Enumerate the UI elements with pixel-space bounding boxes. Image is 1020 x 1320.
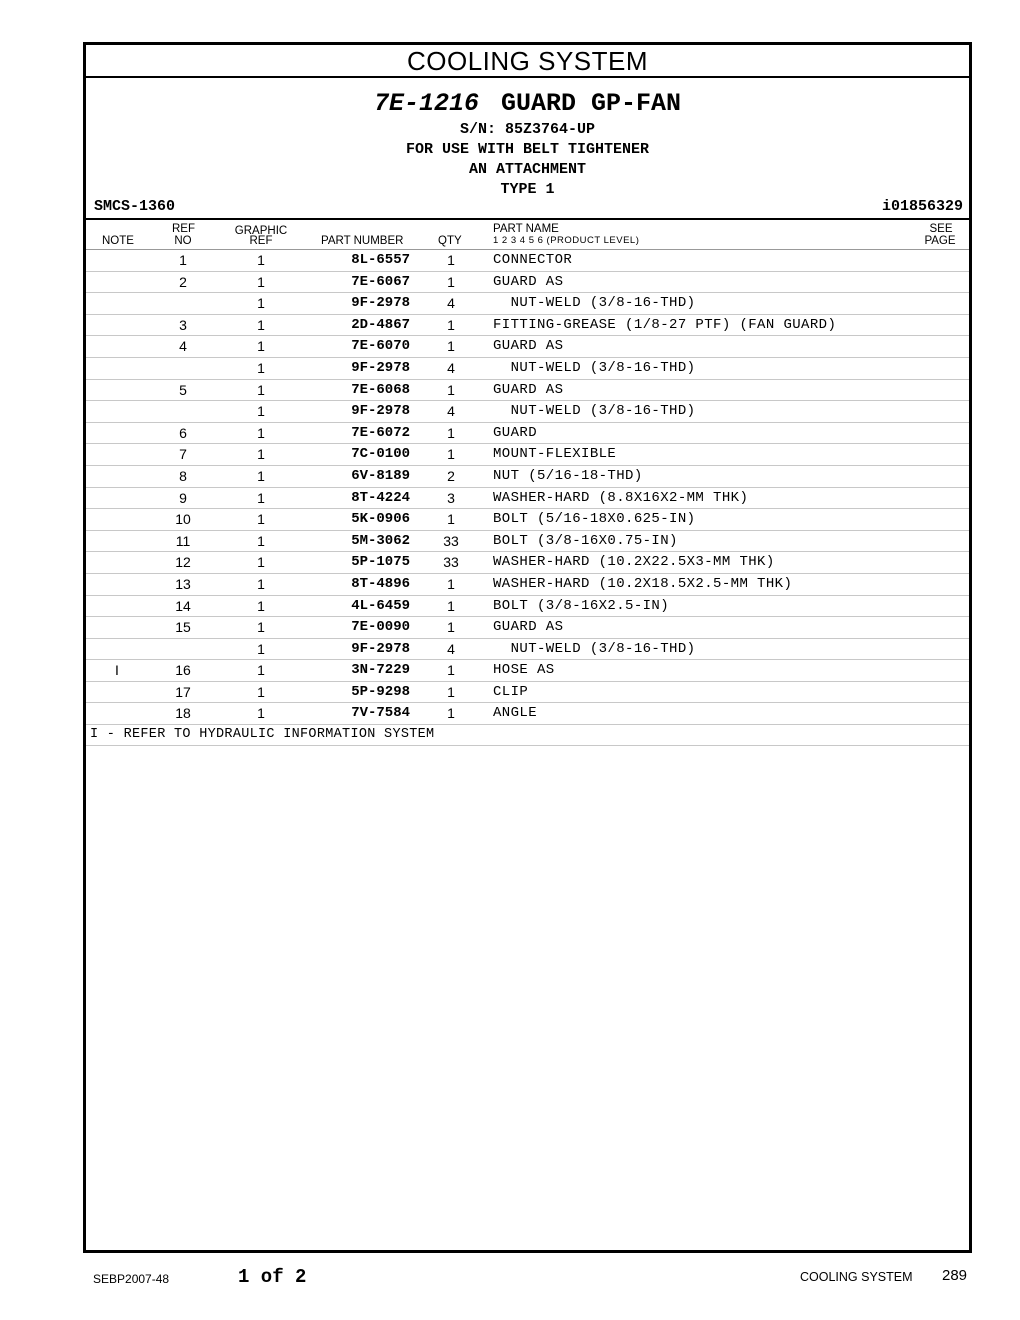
qty-cell: 1 bbox=[447, 381, 455, 398]
table-row bbox=[86, 660, 969, 682]
illustration-id: i01856329 bbox=[881, 198, 963, 215]
part-number-cell: 5P-9298 bbox=[351, 683, 410, 700]
qty-cell: 1 bbox=[447, 683, 455, 700]
graphic-ref-cell: 1 bbox=[257, 446, 265, 463]
graphic-ref-cell: 1 bbox=[257, 532, 265, 549]
qty-cell: 1 bbox=[447, 316, 455, 333]
col-graphic-bottom: REF bbox=[249, 235, 273, 247]
part-name-cell: NUT-WELD (3/8-16-THD) bbox=[493, 403, 696, 420]
ref-no-cell: 4 bbox=[179, 338, 187, 355]
ref-no-cell: 9 bbox=[179, 489, 187, 506]
graphic-ref-cell: 1 bbox=[257, 554, 265, 571]
smcs-code: SMCS-1360 bbox=[94, 198, 176, 215]
table-row bbox=[86, 488, 969, 510]
graphic-ref-cell: 1 bbox=[257, 662, 265, 679]
table-row bbox=[86, 531, 969, 553]
part-name-cell: FITTING-GREASE (1/8-27 PTF) (FAN GUARD) bbox=[493, 316, 837, 333]
part-name-cell: CLIP bbox=[493, 683, 529, 700]
part-number-cell: 7E-6070 bbox=[351, 338, 410, 355]
part-number-cell: 9F-2978 bbox=[351, 403, 410, 420]
part-number-cell: 8L-6557 bbox=[351, 252, 410, 268]
part-name-cell: CONNECTOR bbox=[493, 252, 573, 268]
group-number: 7E-1216 bbox=[373, 89, 479, 118]
table-row bbox=[86, 509, 969, 531]
part-name-cell: HOSE AS bbox=[493, 662, 555, 679]
part-number-cell: 4L-6459 bbox=[351, 597, 410, 614]
table-row bbox=[86, 574, 969, 596]
ref-no-cell: 8 bbox=[179, 467, 187, 484]
page-number: 289 bbox=[942, 1267, 968, 1284]
table-row bbox=[86, 293, 969, 315]
graphic-ref-cell: 1 bbox=[257, 511, 265, 528]
col-part-name: PART NAME bbox=[493, 223, 559, 235]
serial-range: S/N: 85Z3764-UP bbox=[459, 121, 596, 138]
part-name-cell: NUT-WELD (3/8-16-THD) bbox=[493, 640, 696, 657]
ref-no-cell: 11 bbox=[175, 532, 191, 549]
part-name-cell: ANGLE bbox=[493, 705, 538, 722]
part-number-cell: 8T-4896 bbox=[351, 575, 410, 592]
qty-cell: 3 bbox=[447, 489, 455, 506]
part-name-cell: GUARD AS bbox=[493, 338, 564, 355]
graphic-ref-cell: 1 bbox=[257, 316, 265, 333]
table-row bbox=[86, 336, 969, 358]
ref-no-cell: 14 bbox=[175, 597, 191, 614]
graphic-ref-cell: 1 bbox=[257, 619, 265, 636]
graphic-ref-cell: 1 bbox=[257, 381, 265, 398]
table-row bbox=[86, 596, 969, 618]
part-name-cell: NUT (5/16-18-THD) bbox=[493, 467, 643, 484]
page-footer bbox=[0, 1266, 1020, 1290]
usage-note: FOR USE WITH BELT TIGHTENER bbox=[405, 141, 650, 158]
qty-cell: 4 bbox=[447, 295, 455, 312]
group-title bbox=[86, 88, 969, 120]
graphic-ref-cell: 1 bbox=[257, 273, 265, 290]
col-product-levels: 1 2 3 4 5 6 (PRODUCT LEVEL) bbox=[493, 235, 640, 246]
smcs-row bbox=[86, 198, 969, 220]
table-row bbox=[86, 682, 969, 704]
document-id: SEBP2007-48 bbox=[93, 1272, 170, 1286]
qty-cell: 1 bbox=[447, 511, 455, 528]
col-see-bottom: PAGE bbox=[924, 235, 956, 247]
qty-cell: 2 bbox=[447, 467, 455, 484]
graphic-ref-cell: 1 bbox=[257, 489, 265, 506]
graphic-ref-cell: 1 bbox=[257, 467, 265, 484]
group-name: GUARD GP-FAN bbox=[501, 89, 682, 118]
qty-cell: 33 bbox=[443, 554, 459, 571]
ref-no-cell: 13 bbox=[175, 575, 191, 592]
part-number-cell: 7E-0090 bbox=[351, 619, 410, 636]
ref-no-cell: 18 bbox=[175, 705, 191, 722]
part-name-cell: NUT-WELD (3/8-16-THD) bbox=[493, 295, 696, 312]
parts-list bbox=[86, 250, 969, 725]
graphic-ref-cell: 1 bbox=[257, 295, 265, 312]
table-row bbox=[86, 401, 969, 423]
part-number-cell: 3N-7229 bbox=[351, 662, 410, 679]
footer-section: COOLING SYSTEM bbox=[800, 1270, 913, 1284]
qty-cell: 1 bbox=[447, 338, 455, 355]
table-row bbox=[86, 466, 969, 488]
part-number-cell: 5P-1075 bbox=[351, 554, 410, 571]
ref-no-cell: 10 bbox=[175, 511, 191, 528]
part-name-cell: GUARD AS bbox=[493, 273, 564, 290]
qty-cell: 1 bbox=[447, 446, 455, 463]
group-heading bbox=[86, 78, 969, 198]
qty-cell: 4 bbox=[447, 359, 455, 376]
attachment-note: AN ATTACHMENT bbox=[468, 161, 587, 178]
col-qty: QTY bbox=[438, 235, 462, 247]
table-row bbox=[86, 423, 969, 445]
part-number-cell: 7C-0100 bbox=[351, 446, 410, 463]
part-name-cell: WASHER-HARD (8.8X16X2-MM THK) bbox=[493, 489, 749, 506]
section-title: COOLING SYSTEM bbox=[86, 45, 969, 78]
col-graphic-top: GRAPHIC bbox=[234, 225, 288, 237]
column-header bbox=[86, 220, 969, 250]
qty-cell: 1 bbox=[447, 252, 455, 268]
ref-no-cell: 6 bbox=[179, 424, 187, 441]
graphic-ref-cell: 1 bbox=[257, 640, 265, 657]
graphic-ref-cell: 1 bbox=[257, 575, 265, 592]
parts-page-frame bbox=[83, 42, 972, 1253]
qty-cell: 1 bbox=[447, 705, 455, 722]
table-row bbox=[86, 639, 969, 661]
col-part-number: PART NUMBER bbox=[321, 235, 404, 247]
table-row bbox=[86, 552, 969, 574]
col-ref-top: REF bbox=[172, 223, 195, 235]
part-number-cell: 7V-7584 bbox=[351, 705, 410, 722]
qty-cell: 33 bbox=[443, 532, 459, 549]
part-number-cell: 6V-8189 bbox=[351, 467, 410, 484]
part-number-cell: 9F-2978 bbox=[351, 640, 410, 657]
qty-cell: 1 bbox=[447, 619, 455, 636]
part-number-cell: 5M-3062 bbox=[351, 532, 410, 549]
table-row bbox=[86, 315, 969, 337]
part-number-cell: 8T-4224 bbox=[351, 489, 410, 506]
ref-no-cell: 7 bbox=[179, 446, 187, 463]
qty-cell: 4 bbox=[447, 640, 455, 657]
qty-cell: 1 bbox=[447, 424, 455, 441]
graphic-ref-cell: 1 bbox=[257, 683, 265, 700]
ref-no-cell: 1 bbox=[179, 252, 187, 268]
part-number-cell: 5K-0906 bbox=[351, 511, 410, 528]
table-row bbox=[86, 272, 969, 294]
part-number-cell: 7E-6072 bbox=[351, 424, 410, 441]
part-name-cell: GUARD bbox=[493, 424, 538, 441]
table-row bbox=[86, 380, 969, 402]
qty-cell: 1 bbox=[447, 575, 455, 592]
graphic-ref-cell: 1 bbox=[257, 359, 265, 376]
ref-no-cell: 3 bbox=[179, 316, 187, 333]
part-number-cell: 9F-2978 bbox=[351, 295, 410, 312]
qty-cell: 1 bbox=[447, 273, 455, 290]
part-number-cell: 9F-2978 bbox=[351, 359, 410, 376]
part-name-cell: WASHER-HARD (10.2X18.5X2.5-MM THK) bbox=[493, 575, 793, 592]
col-see-top: SEE bbox=[929, 223, 953, 235]
part-name-cell: GUARD AS bbox=[493, 619, 564, 636]
ref-no-cell: 2 bbox=[179, 273, 187, 290]
col-note: NOTE bbox=[102, 235, 134, 247]
part-name-cell: GUARD AS bbox=[493, 381, 564, 398]
type-note: TYPE 1 bbox=[500, 181, 555, 198]
ref-no-cell: 17 bbox=[175, 683, 191, 700]
part-number-cell: 7E-6067 bbox=[351, 273, 410, 290]
col-ref-bottom: NO bbox=[174, 235, 192, 247]
graphic-ref-cell: 1 bbox=[257, 597, 265, 614]
qty-cell: 1 bbox=[447, 597, 455, 614]
table-row bbox=[86, 250, 969, 272]
qty-cell: 4 bbox=[447, 403, 455, 420]
ref-no-cell: 16 bbox=[175, 662, 191, 679]
part-name-cell: BOLT (3/8-16X0.75-IN) bbox=[493, 532, 678, 549]
graphic-ref-cell: 1 bbox=[257, 338, 265, 355]
note-cell: I bbox=[115, 662, 119, 679]
table-row bbox=[86, 617, 969, 639]
part-name-cell: NUT-WELD (3/8-16-THD) bbox=[493, 359, 696, 376]
qty-cell: 1 bbox=[447, 662, 455, 679]
part-name-cell: MOUNT-FLEXIBLE bbox=[493, 446, 617, 463]
part-name-cell: BOLT (5/16-18X0.625-IN) bbox=[493, 511, 696, 528]
ref-no-cell: 5 bbox=[179, 381, 187, 398]
graphic-ref-cell: 1 bbox=[257, 424, 265, 441]
graphic-ref-cell: 1 bbox=[257, 403, 265, 420]
footnote: I - REFER TO HYDRAULIC INFORMATION SYSTEM bbox=[86, 725, 969, 746]
part-name-cell: BOLT (3/8-16X2.5-IN) bbox=[493, 597, 670, 614]
graphic-ref-cell: 1 bbox=[257, 705, 265, 722]
page-of: 1 of 2 bbox=[238, 1266, 307, 1288]
graphic-ref-cell: 1 bbox=[257, 252, 265, 268]
ref-no-cell: 12 bbox=[175, 554, 191, 571]
ref-no-cell: 15 bbox=[175, 619, 191, 636]
table-row bbox=[86, 444, 969, 466]
part-number-cell: 2D-4867 bbox=[351, 316, 410, 333]
table-row bbox=[86, 358, 969, 380]
table-row bbox=[86, 703, 969, 725]
part-number-cell: 7E-6068 bbox=[351, 381, 410, 398]
part-name-cell: WASHER-HARD (10.2X22.5X3-MM THK) bbox=[493, 554, 775, 571]
